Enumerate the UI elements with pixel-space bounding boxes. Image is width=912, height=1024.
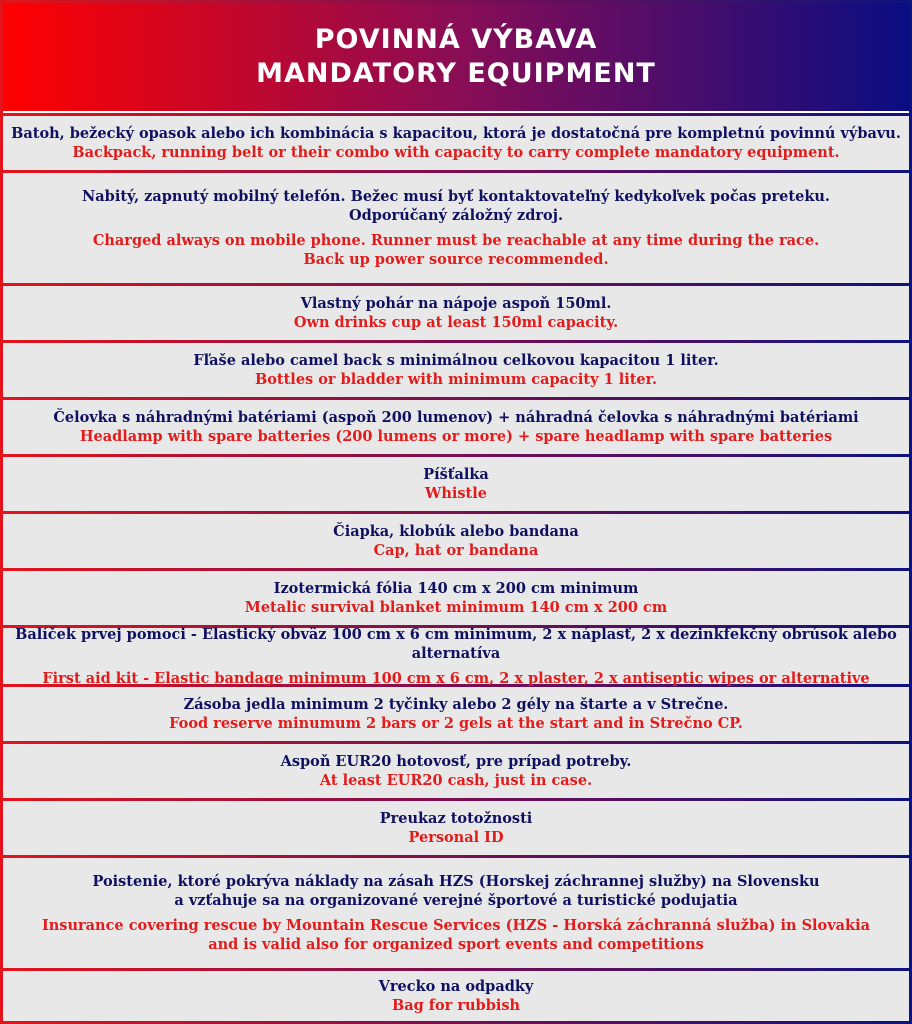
item-text-slovak: Nabitý, zapnutý mobilný telefón. Bežec musí byť kontaktovateľný kedykoľvek počas preteku. bbox=[82, 188, 830, 205]
item-text-english: Own drinks cup at least 150ml capacity. bbox=[293, 314, 619, 331]
equipment-list bbox=[3, 113, 909, 1021]
item-text-slovak: Batoh, bežecký opasok alebo ich kombinácia s kapacitou, ktorá je dostatočná pre kompletnú povinnú výbavu. bbox=[11, 125, 901, 142]
equipment-item-cap bbox=[3, 514, 909, 568]
item-text-english: Back up power source recommended. bbox=[303, 251, 609, 268]
equipment-item-blanket bbox=[3, 571, 909, 625]
item-text-slovak: a vzťahuje sa na organizované verejné športové a turistické podujatia bbox=[174, 892, 738, 909]
item-text-slovak: Píšťalka bbox=[423, 466, 489, 483]
item-text-english: Charged always on mobile phone. Runner must be reachable at any time during the race. bbox=[92, 232, 820, 249]
equipment-item-backpack bbox=[3, 116, 909, 170]
equipment-item-headlamp bbox=[3, 400, 909, 454]
item-text-english: First aid kit - Elastic bandage minimum 100 cm x 6 cm, 2 x plaster, 2 x antiseptic wipes or alternative bbox=[42, 669, 870, 687]
item-text-slovak: Preukaz totožnosti bbox=[379, 810, 533, 827]
item-text-slovak: Vlastný pohár na nápoje aspoň 150ml. bbox=[300, 295, 612, 312]
item-text-slovak: Čelovka s náhradnými batériami (aspoň 200 lumenov) + náhradná čelovka s náhradnými batériami bbox=[53, 409, 859, 426]
item-text-slovak: Izotermická fólia 140 cm x 200 cm minimum bbox=[273, 580, 639, 597]
title-slovak: POVINNÁ VÝBAVA bbox=[314, 24, 598, 55]
item-text-english: Cap, hat or bandana bbox=[373, 542, 539, 559]
equipment-item-id bbox=[3, 801, 909, 855]
item-text-slovak: Čiapka, klobúk alebo bandana bbox=[333, 523, 579, 540]
item-text-slovak: Balíček prvej pomoci - Elastický obväz 100 cm x 6 cm minimum, 2 x náplasť, 2 x dezinkfekčný obrúsok alebo alternatíva bbox=[15, 625, 897, 662]
item-text-english: Metalic survival blanket minimum 140 cm x 200 cm bbox=[244, 599, 668, 616]
item-text-english: Insurance covering rescue by Mountain Rescue Services (HZS - Horská záchranná služba) in Slovakia bbox=[41, 917, 870, 934]
equipment-item-first-aid bbox=[3, 625, 909, 687]
item-text-english: At least EUR20 cash, just in case. bbox=[319, 772, 593, 789]
equipment-item-insurance bbox=[3, 858, 909, 968]
equipment-item-rubbish-bag bbox=[3, 971, 909, 1021]
item-text-slovak: Fľaše alebo camel back s minimálnou celkovou kapacitou 1 liter. bbox=[193, 352, 719, 369]
equipment-item-food bbox=[3, 687, 909, 741]
item-text-slovak: Poistenie, ktoré pokrýva náklady na zásah HZS (Horskej záchrannej služby) na Slovensku bbox=[92, 873, 820, 890]
item-text-slovak: Odporúčaný záložný zdroj. bbox=[348, 207, 564, 224]
equipment-item-whistle bbox=[3, 457, 909, 511]
item-text-slovak: Zásoba jedla minimum 2 tyčinky alebo 2 gély na štarte a v Strečne. bbox=[183, 696, 729, 713]
equipment-item-phone bbox=[3, 173, 909, 283]
equipment-item-cash bbox=[3, 744, 909, 798]
title-english: MANDATORY EQUIPMENT bbox=[256, 58, 656, 89]
header-banner bbox=[3, 3, 909, 113]
item-text-english: Bottles or bladder with minimum capacity 1 liter. bbox=[254, 371, 657, 388]
item-text-english: Food reserve minumum 2 bars or 2 gels at the start and in Strečno CP. bbox=[169, 715, 743, 732]
item-text-english: Whistle bbox=[425, 485, 487, 502]
item-text-english: Personal ID bbox=[408, 829, 504, 846]
equipment-item-cup bbox=[3, 286, 909, 340]
item-text-slovak: Vrecko na odpadky bbox=[378, 978, 534, 995]
item-text-english: Backpack, running belt or their combo with capacity to carry complete mandatory equipment. bbox=[72, 144, 840, 161]
item-text-slovak: Aspoň EUR20 hotovosť, pre prípad potreby. bbox=[280, 753, 632, 770]
item-text-english: Bag for rubbish bbox=[391, 997, 521, 1014]
item-text-english: Headlamp with spare batteries (200 lumens or more) + spare headlamp with spare batteries bbox=[79, 428, 833, 445]
item-text-english: and is valid also for organized sport events and competitions bbox=[208, 936, 704, 953]
equipment-item-bottles bbox=[3, 343, 909, 397]
